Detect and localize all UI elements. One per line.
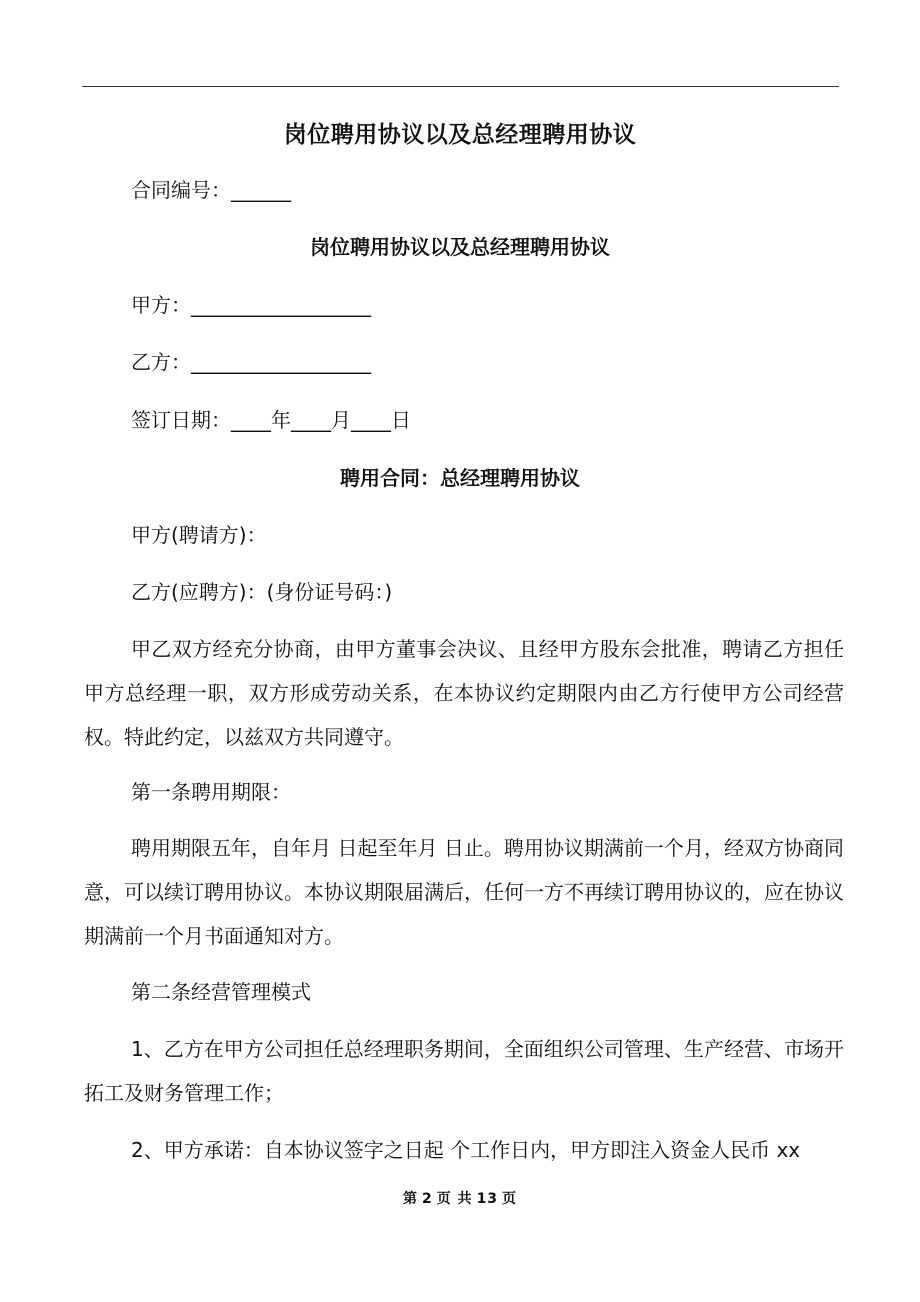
document-subtitle: 岗位聘用协议以及总经理聘用协议: [310, 235, 610, 259]
party-b-employee-line: 乙方(应聘方)：(身份证号码：): [131, 580, 393, 604]
body-paragraph: 1、乙方在甲方公司担任总经理职务期间，全面组织公司管理、生产经营、市场开拓工及财务管理工作；: [84, 1037, 844, 1105]
contract-number-line: 合同编号：______: [131, 178, 291, 202]
footer-page-number: 2: [421, 1191, 433, 1207]
party-a-employer-line: 甲方(聘请方)：: [131, 523, 267, 547]
body-paragraph: 聘用期限五年，自年月 日起至年月 日止。聘用协议期满前一个月，经双方协商同意，可以续订聘用协议。本协议期限届满后，任何一方不再续订聘用协议的，应在协议期满前一个月书面通知对方。: [84, 836, 844, 948]
body-paragraph: 甲乙双方经充分协商，由甲方董事会决议、且经甲方股东会批准，聘请乙方担任甲方总经理一职，双方形成劳动关系，在本协议约定期限内由乙方行使甲方公司经营权。特此约定，以兹双方共同遵守。: [84, 637, 844, 749]
footer-prefix: 第: [402, 1191, 418, 1207]
header-rule: [82, 86, 839, 87]
document-title: 岗位聘用协议以及总经理聘用协议: [283, 122, 637, 148]
footer-suffix: 页: [502, 1191, 518, 1207]
sign-date-line: 签订日期：____年____月____日: [131, 408, 411, 432]
section-heading: 聘用合同：总经理聘用协议: [340, 466, 580, 490]
footer-total-pages: 13: [476, 1191, 499, 1207]
body-paragraph: 2、甲方承诺：自本协议签字之日起 个工作日内，甲方即注入资金人民币 xx: [131, 1138, 801, 1162]
article-heading: 第二条经营管理模式: [131, 980, 311, 1004]
party-b-line: 乙方：__________________: [131, 350, 371, 374]
page-footer: [0, 1189, 920, 1209]
article-heading: 第一条聘用期限：: [131, 780, 291, 804]
party-a-line: 甲方：__________________: [131, 293, 371, 317]
footer-middle: 页 共: [436, 1191, 473, 1207]
